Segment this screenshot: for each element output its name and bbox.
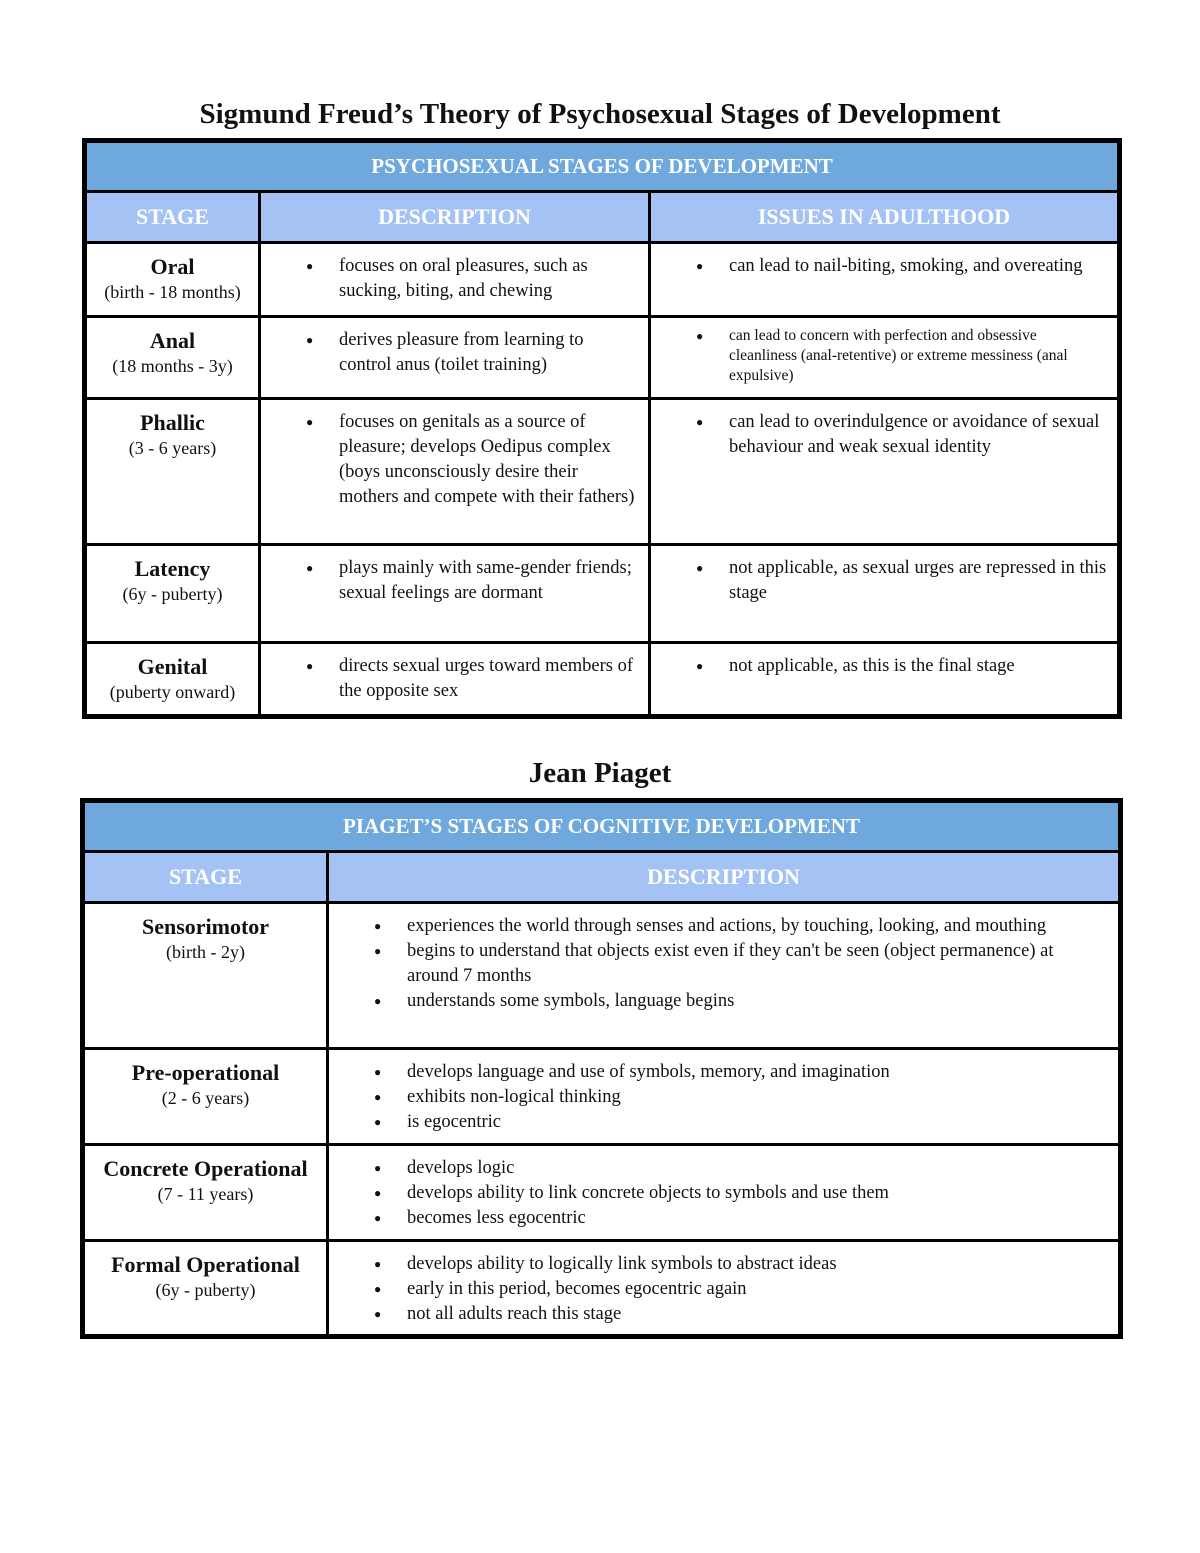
table-row	[85, 399, 1120, 545]
description-bullet: ● begins to understand that objects exist even if they can't be seen (object permanence) at around 7 months	[329, 939, 1108, 989]
piaget-table	[80, 798, 1123, 1339]
description-bullet: ● plays mainly with same-gender friends; sexual feelings are dormant	[261, 556, 638, 606]
stage-name: Genital	[137, 654, 208, 679]
stage-name: Concrete Operational	[103, 1156, 308, 1181]
description-bullet: ● develops language and use of symbols, memory, and imagination	[329, 1060, 1108, 1085]
stage-name: Sensorimotor	[141, 914, 270, 939]
table-row	[83, 903, 1121, 1049]
stage-name: Anal	[149, 328, 196, 353]
issues-bullet: ● can lead to nail-biting, smoking, and overeating	[651, 254, 1107, 279]
piaget-header-description: DESCRIPTION	[328, 852, 1121, 903]
table-row	[85, 545, 1120, 643]
stage-name: Formal Operational	[111, 1252, 300, 1277]
issues-bullet: ● can lead to overindulgence or avoidance of sexual behaviour and weak sexual identity	[651, 410, 1107, 460]
stage-age: (2 - 6 years)	[161, 1088, 250, 1108]
freud-header-issues: ISSUES IN ADULTHOOD	[650, 192, 1120, 243]
table-row	[85, 643, 1120, 717]
freud-table	[82, 138, 1122, 719]
stage-name: Latency	[134, 556, 211, 581]
stage-age: (7 - 11 years)	[157, 1184, 254, 1204]
description-bullet: ● develops ability to logically link symbols to abstract ideas	[329, 1252, 1108, 1277]
stage-age: (birth - 18 months)	[104, 282, 241, 302]
stage-age: (18 months - 3y)	[112, 356, 233, 376]
stage-name: Pre-operational	[131, 1060, 280, 1085]
description-bullet: ● develops logic	[329, 1156, 1108, 1181]
description-bullet: ● is egocentric	[329, 1110, 1108, 1135]
table-row	[83, 1241, 1121, 1337]
table-row	[85, 243, 1120, 317]
description-bullet: ● becomes less egocentric	[329, 1206, 1108, 1231]
piaget-header-stage: STAGE	[83, 852, 328, 903]
issues-bullet: ● can lead to concern with perfection and obsessive cleanliness (anal-retentive) or extreme messiness (anal expulsive)	[651, 326, 1107, 386]
issues-bullet: ● not applicable, as this is the final stage	[651, 654, 1107, 679]
description-bullet: ● focuses on oral pleasures, such as sucking, biting, and chewing	[261, 254, 638, 304]
stage-age: (puberty onward)	[109, 682, 236, 702]
stage-age: (6y - puberty)	[122, 584, 223, 604]
description-bullet: ● focuses on genitals as a source of pleasure; develops Oedipus complex (boys unconsciously desire their mothers and compete with their fathers)	[261, 410, 638, 510]
stage-name: Oral	[150, 254, 195, 279]
description-bullet: ● directs sexual urges toward members of the opposite sex	[261, 654, 638, 704]
description-bullet: ● derives pleasure from learning to control anus (toilet training)	[261, 328, 638, 378]
issues-bullet: ● not applicable, as sexual urges are repressed in this stage	[651, 556, 1107, 606]
description-bullet: ● experiences the world through senses and actions, by touching, looking, and mouthing	[329, 914, 1108, 939]
description-bullet: ● not all adults reach this stage	[329, 1302, 1108, 1327]
freud-header-stage: STAGE	[85, 192, 260, 243]
piaget-title: Jean Piaget	[528, 757, 672, 789]
table-row	[83, 1145, 1121, 1241]
description-bullet: ● exhibits non-logical thinking	[329, 1085, 1108, 1110]
table-row	[85, 317, 1120, 399]
piaget-table-band: PIAGET’S STAGES OF COGNITIVE DEVELOPMENT	[83, 801, 1121, 852]
freud-title: Sigmund Freud’s Theory of Psychosexual Stages of Development	[199, 98, 1001, 130]
stage-age: (6y - puberty)	[155, 1280, 256, 1300]
stage-name: Phallic	[140, 410, 205, 435]
description-bullet: ● understands some symbols, language begins	[329, 989, 1108, 1014]
description-bullet: ● early in this period, becomes egocentric again	[329, 1277, 1108, 1302]
description-bullet: ● develops ability to link concrete objects to symbols and use them	[329, 1181, 1108, 1206]
stage-age: (3 - 6 years)	[128, 438, 217, 458]
freud-table-band: PSYCHOSEXUAL STAGES OF DEVELOPMENT	[85, 141, 1120, 192]
table-row	[83, 1049, 1121, 1145]
stage-age: (birth - 2y)	[166, 942, 245, 962]
freud-header-description: DESCRIPTION	[260, 192, 650, 243]
